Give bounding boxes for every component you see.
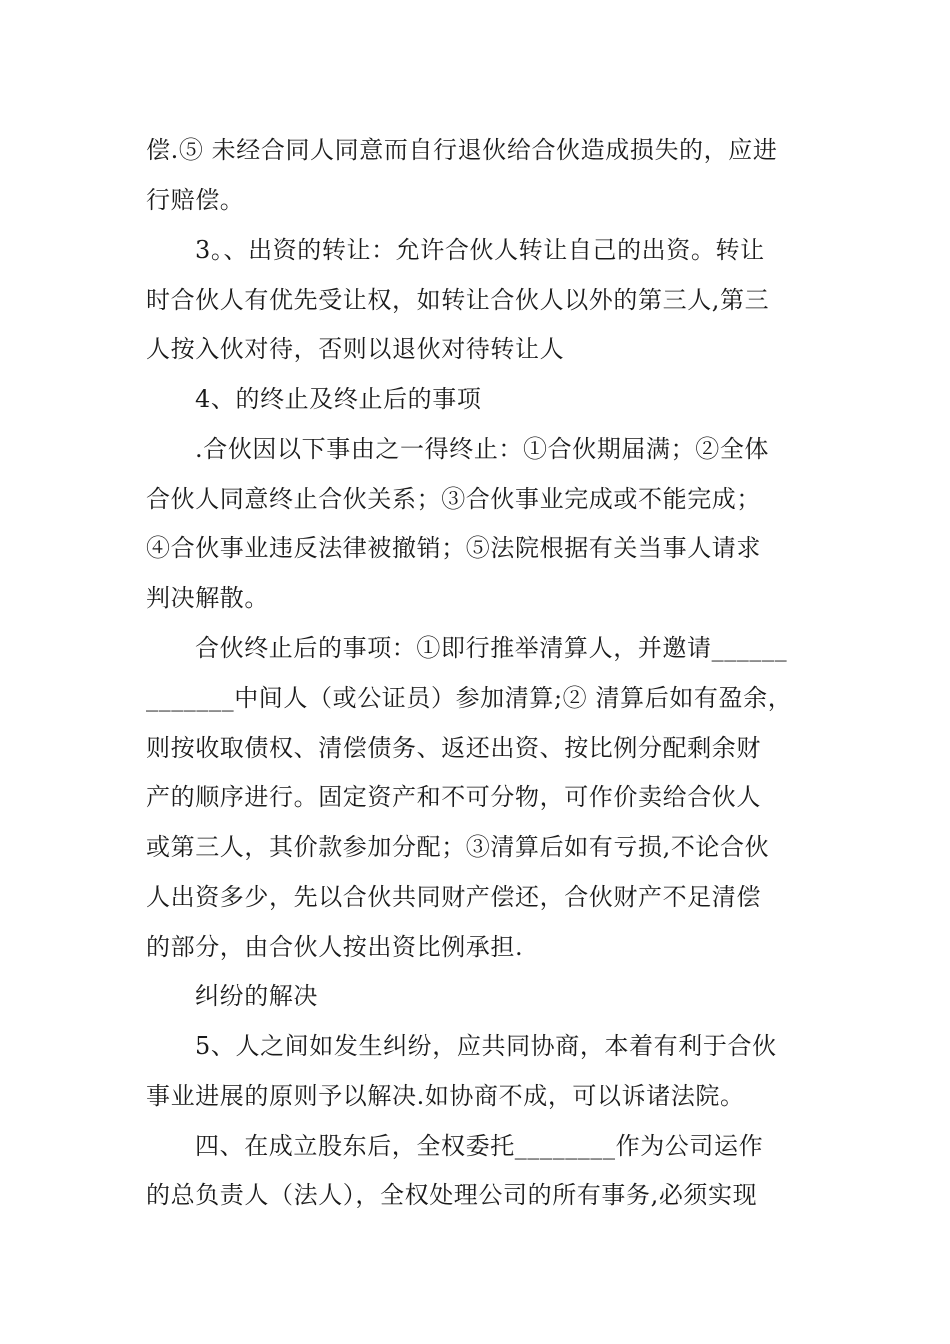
text-line: _______中间人（或公证员）参加清算;② 清算后如有盈余， bbox=[146, 684, 793, 712]
text-line: 事业进展的原则予以解决.如协商不成，可以诉诸法院。 bbox=[146, 1082, 745, 1110]
text-line: 人按入伙对待，否则以退伙对待转让人 bbox=[146, 335, 565, 363]
text-line: .合伙因以下事由之一得终止：①合伙期届满；②全体 bbox=[195, 435, 770, 463]
text-line: 合伙人同意终止合伙关系；③合伙事业完成或不能完成； bbox=[146, 485, 761, 513]
text-line: 产的顺序进行。固定资产和不可分物，可作价卖给合伙人 bbox=[146, 783, 761, 811]
text-line: 行赔偿。 bbox=[146, 186, 245, 214]
text-line: 判决解散。 bbox=[146, 584, 269, 612]
text-line: 则按收取债权、清偿债务、返还出资、按比例分配剩余财 bbox=[146, 734, 761, 762]
text-line: 偿.⑤ 未经合同人同意而自行退伙给合伙造成损失的，应进 bbox=[146, 136, 778, 164]
text-line: 合伙终止后的事项：①即行推举清算人，并邀请______ bbox=[195, 634, 788, 662]
text-line: 人出资多少，先以合伙共同财产偿还，合伙财产不足清偿 bbox=[146, 883, 761, 911]
text-line: 的总负责人（法人），全权处理公司的所有事务,必须实现 bbox=[146, 1181, 758, 1209]
text-line: 的部分，由合伙人按出资比例承担. bbox=[146, 933, 524, 961]
section-heading: 纠纷的解决 bbox=[195, 982, 318, 1010]
text-line: 3。、出资的转让：允许合伙人转让自己的出资。转让 bbox=[195, 236, 765, 264]
text-line: 5、人之间如发生纠纷，应共同协商，本着有利于合伙 bbox=[195, 1032, 777, 1060]
text-line: 或第三人，其价款参加分配；③清算后如有亏损,不论合伙 bbox=[146, 833, 770, 861]
text-line: 时合伙人有优先受让权，如转让合伙人以外的第三人,第三 bbox=[146, 286, 770, 314]
text-line: 四、在成立股东后，全权委托________作为公司运作 bbox=[195, 1132, 764, 1160]
section-heading: 4、的终止及终止后的事项 bbox=[195, 385, 482, 413]
text-line: ④合伙事业违反法律被撤销；⑤法院根据有关当事人请求 bbox=[146, 534, 761, 562]
